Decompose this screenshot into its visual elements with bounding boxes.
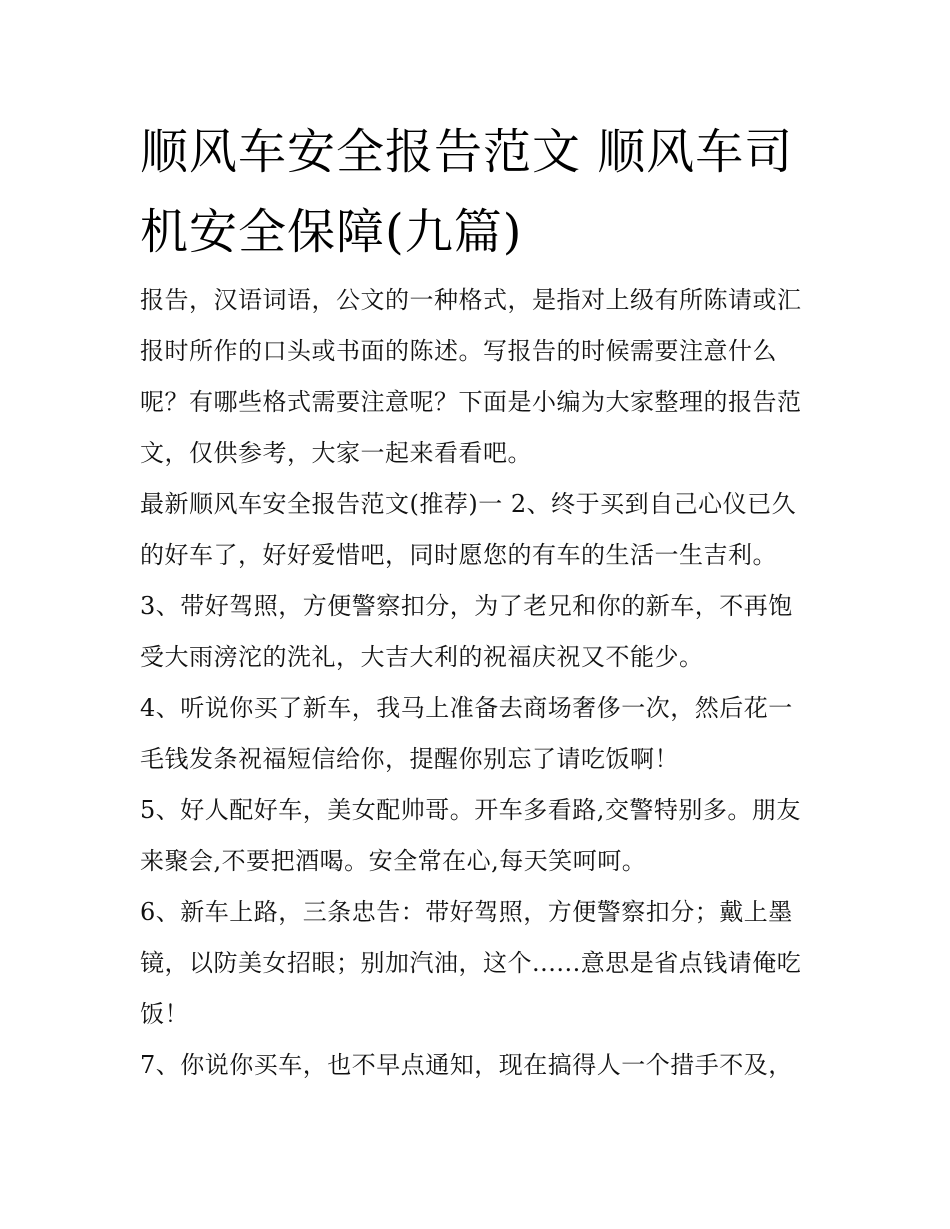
- paragraph-item-3: 3、带好驾照，方便警察扣分，为了老兄和你的新车，不再饱受大雨滂沱的洗礼，大吉大利的祝福庆祝又不能少。: [140, 592, 793, 671]
- paragraph-intro: 报告，汉语词语，公文的一种格式，是指对上级有所陈请或汇报时所作的口头或书面的陈述。写报告的时候需要注意什么呢？有哪些格式需要注意呢？下面是小编为大家整理的报告范文，仅供参考，大家一起来看看吧。: [140, 286, 802, 467]
- paragraph-item-5: 5、好人配好车，美女配帅哥。开车多看路,交警特别多。朋友来聚会,不要把酒喝。安全常在心,每天笑呵呵。: [140, 796, 801, 875]
- paragraph-item-6: 6、新车上路，三条忠告：带好驾照，方便警察扣分；戴上墨镜，以防美女招眼；别加汽油，这个......意思是省点钱请俺吃饭！: [140, 898, 802, 1028]
- paragraph-item-4: 4、听说你买了新车，我马上准备去商场奢侈一次，然后花一毛钱发条祝福短信给你，提醒你别忘了请吃饭啊！: [140, 694, 793, 773]
- document-page: [140, 112, 815, 1091]
- paragraph-item-7: 7、你说你买车，也不早点通知，现在搞得人一个措手不及，: [140, 1051, 793, 1079]
- document-body: [140, 275, 815, 1091]
- document-title: 顺风车安全报告范文 顺风车司机安全保障(九篇): [140, 124, 794, 260]
- paragraph-item-2: 最新顺风车安全报告范文(推荐)一 2、终于买到自己心仪已久的好车了，好好爱惜吧，同时愿您的有车的生活一生吉利。: [140, 490, 797, 569]
